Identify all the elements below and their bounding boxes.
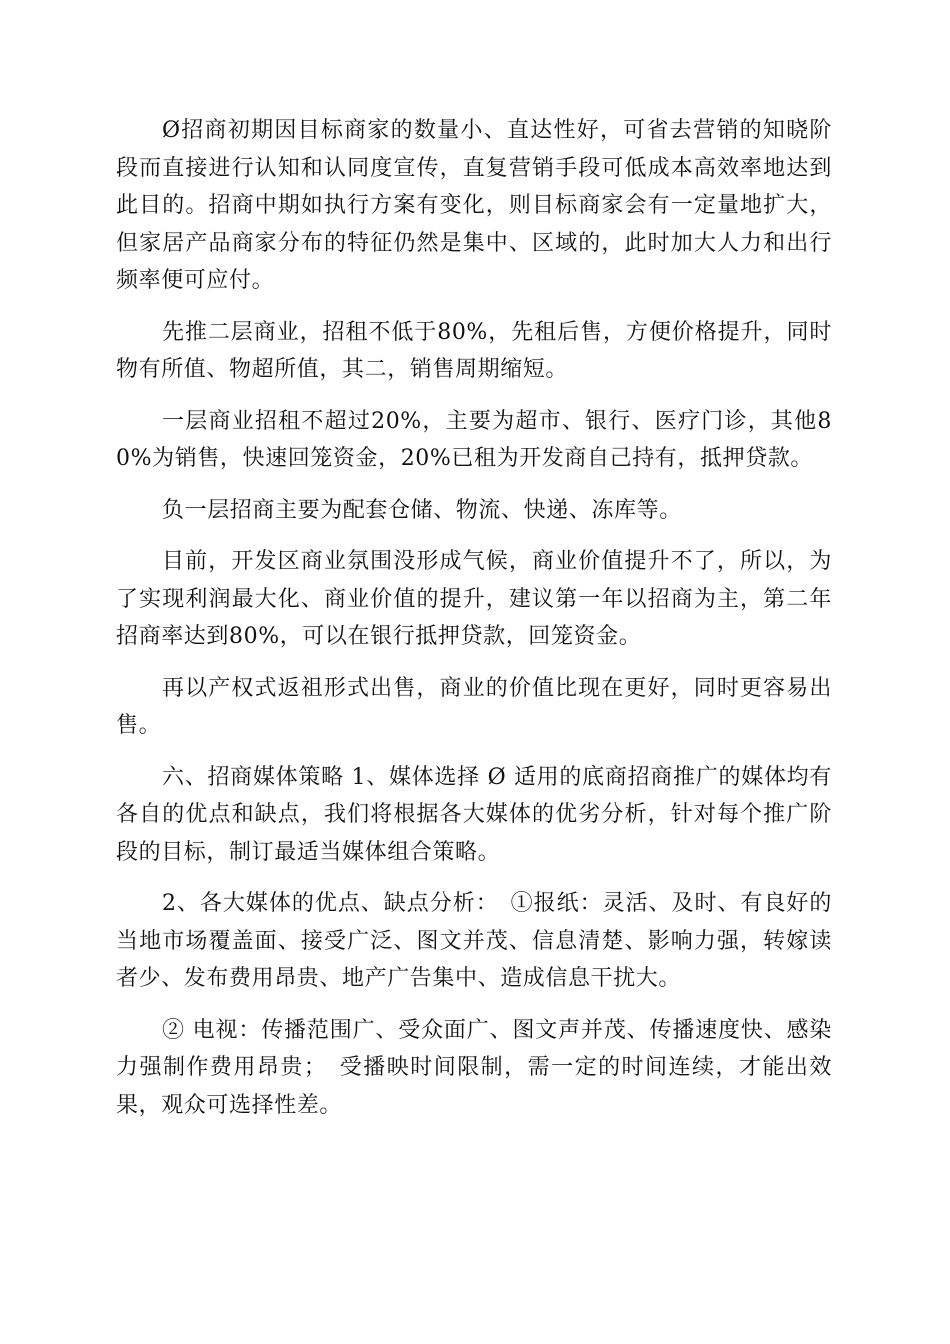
paragraph-5: 目前，开发区商业氛围没形成气候，商业价值提升不了，所以，为了实现利润最大化、商业价值的提升，建议第一年以招商为主，第二年招商率达到80%，可以在银行抵押贷款，回笼资金。 bbox=[116, 549, 832, 649]
paragraph-4: 负一层招商主要为配套仓储、物流、快递、冻库等。 bbox=[162, 497, 682, 523]
paragraph-1: Ø招商初期因目标商家的数量小、直达性好，可省去营销的知晓阶段而直接进行认知和认同度宣传，直复营销手段可低成本高效率地达到此目的。招商中期如执行方案有变化，则目标商家会有一定量地扩大，但家居产品商家分布的特征仍然是集中、区域的，此时加大人力和出行频率便可应付。 bbox=[116, 118, 832, 293]
paragraph-6: 再以产权式返祖形式出售，商业的价值比现在更好，同时更容易出售。 bbox=[116, 675, 832, 738]
paragraph-7: 六、招商媒体策略 1、媒体选择 Ø 适用的底商招商推广的媒体均有各自的优点和缺点，我们将根据各大媒体的优劣分析，针对每个推广阶段的目标，制订最适当媒体组合策略。 bbox=[116, 764, 832, 865]
paragraph-8: 2、各大媒体的优点、缺点分析： ①报纸：灵活、及时、有良好的当地市场覆盖面、接受广泛、图文并茂、信息清楚、影响力强，转嫁读者少、发布费用昂贵、地产广告集中、造成信息干扰大。 bbox=[116, 891, 832, 991]
paragraph-9: ② 电视：传播范围广、受众面广、图文声并茂、传播速度快、感染力强制作费用昂贵； 受播映时间限制，需一定的时间连续，才能出效果，观众可选择性差。 bbox=[116, 1017, 832, 1118]
paragraph-3: 一层商业招租不超过20%，主要为超市、银行、医疗门诊，其他80%为销售，快速回笼资金，20%已租为开发商自己持有，抵押贷款。 bbox=[116, 408, 832, 471]
document-body bbox=[116, 112, 832, 1138]
paragraph-2: 先推二层商业，招租不低于80%，先租后售，方便价格提升，同时物有所值、物超所值，其二，销售周期缩短。 bbox=[116, 319, 832, 382]
